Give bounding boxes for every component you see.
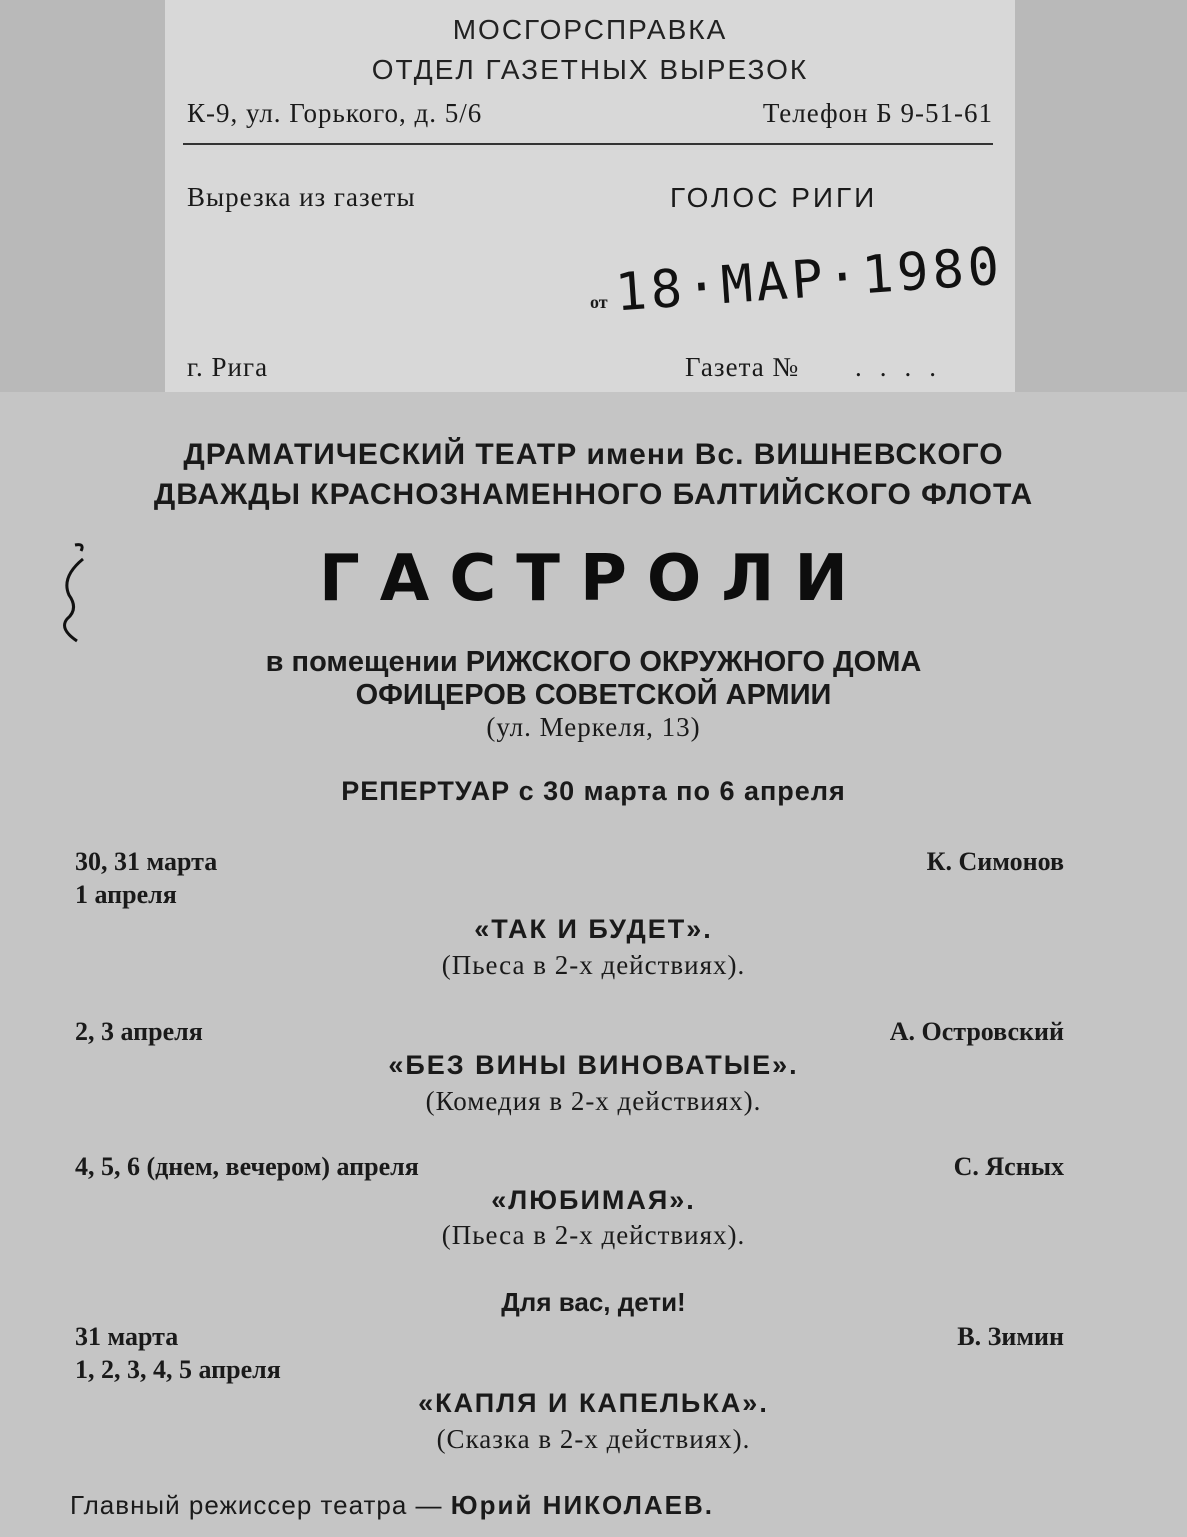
date-prefix: от: [590, 292, 608, 312]
issue-label: Газета №: [685, 352, 800, 382]
venue-address: (ул. Меркеля, 13): [486, 712, 701, 742]
newspaper-clipping: [0, 392, 1187, 1537]
bureau-address: К-9, ул. Горького, д. 5/6: [187, 98, 483, 128]
slip-divider: [183, 143, 993, 145]
play-genre: (Пьеса в 2-х действиях).: [441, 950, 746, 980]
cutting-label: Вырезка из газеты: [187, 182, 416, 212]
play-dates: 2, 3 апреля: [75, 1017, 203, 1046]
play-title: «КАПЛЯ И КАПЕЛЬКА».: [418, 1388, 769, 1418]
bureau-phone: Телефон Б 9-51-61: [762, 98, 993, 128]
play-genre: (Комедия в 2-х действиях).: [425, 1086, 762, 1116]
clipping-bureau-slip: [165, 0, 1015, 398]
play-genre: (Сказка в 2-х действиях).: [436, 1424, 751, 1454]
bureau-department: ОТДЕЛ ГАЗЕТНЫХ ВЫРЕЗОК: [371, 54, 809, 85]
theatre-name-line2: ДВАЖДЫ КРАСНОЗНАМЕННОГО БАЛТИЙСКОГО ФЛОТА: [153, 478, 1034, 511]
director-line: [70, 1490, 714, 1521]
play-author: К. Симонов: [926, 847, 1064, 876]
issue-number-dots: ....: [855, 352, 954, 382]
repertoire-heading: РЕПЕРТУАР с 30 марта по 6 апреля: [341, 776, 846, 806]
play-author: С. Ясных: [953, 1152, 1064, 1181]
venue-line2: ОФИЦЕРОВ СОВЕТСКОЙ АРМИИ: [355, 679, 832, 711]
date-stamp: 18·МАР·1980: [613, 236, 1005, 324]
play-dates: 31 марта: [75, 1322, 179, 1351]
director-name: Юрий НИКОЛАЕВ.: [450, 1490, 714, 1520]
play-author: В. Зимин: [957, 1322, 1064, 1351]
venue-line1: в помещении РИЖСКОГО ОКРУЖНОГО ДОМА: [265, 646, 922, 678]
play-title: «ЛЮБИМАЯ».: [491, 1185, 696, 1215]
play-author: А. Островский: [889, 1017, 1064, 1046]
children-heading: Для вас, дети!: [501, 1287, 686, 1317]
play-dates: 30, 31 марта: [75, 847, 218, 876]
play-dates: 1 апреля: [75, 880, 177, 909]
newspaper-name: ГОЛОС РИГИ: [670, 182, 878, 213]
bureau-name: МОСГОРСПРАВКА: [452, 14, 728, 45]
play-dates: 4, 5, 6 (днем, вечером) апреля: [75, 1152, 419, 1181]
play-title: «БЕЗ ВИНЫ ВИНОВАТЫЕ».: [388, 1050, 799, 1080]
theatre-name-line1: ДРАМАТИЧЕСКИЙ ТЕАТР имени Вс. ВИШНЕВСКОГО: [183, 438, 1004, 471]
play-title: «ТАК И БУДЕТ».: [474, 914, 713, 944]
play-dates: 1, 2, 3, 4, 5 апреля: [75, 1355, 281, 1384]
play-genre: (Пьеса в 2-х действиях).: [441, 1220, 746, 1250]
director-label: Главный режиссер театра —: [70, 1490, 443, 1520]
tour-title: ГАСТРОЛИ: [319, 542, 868, 616]
city-label: г. Рига: [187, 352, 269, 382]
